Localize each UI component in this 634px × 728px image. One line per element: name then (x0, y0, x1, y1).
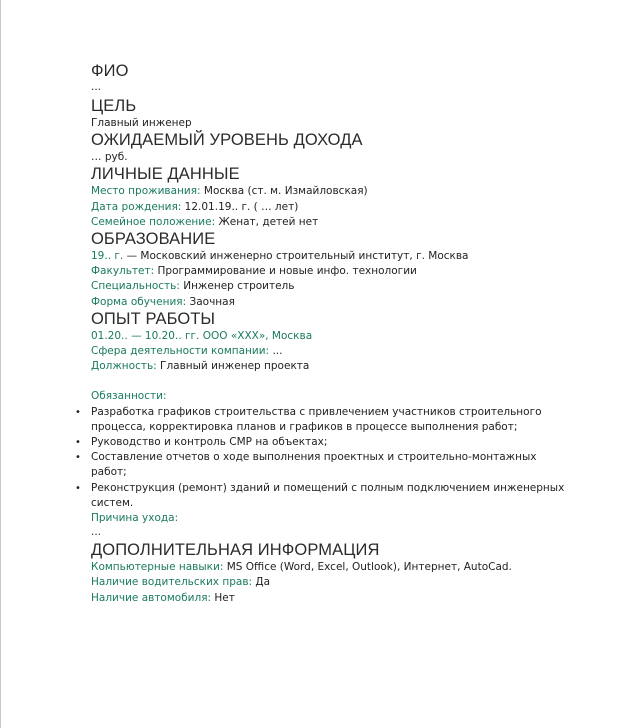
duty-2-line-1: Руководство и контроль СМР на объектах; (91, 436, 328, 449)
car-value: Нет (211, 591, 235, 604)
list-item (75, 450, 611, 480)
specialty-row (91, 279, 611, 294)
residence-row (91, 184, 611, 199)
form-row (91, 295, 611, 310)
family-label: Семейное положение: (91, 215, 216, 228)
duty-1-line-2: процесса, корректировка планов и графиков в процессе выполнения работ; (91, 420, 518, 433)
leave-reason-value: ... (91, 526, 102, 539)
duty-4-line-1: Реконструкция (ремонт) зданий и помещений с полным подключением инженерных (91, 481, 565, 494)
page-left-border (0, 0, 1, 728)
position-row (91, 359, 611, 374)
section-heading-education: ОБРАЗОВАНИЕ (91, 230, 216, 249)
section-heading-goal: ЦЕЛЬ (91, 97, 137, 115)
residence-label: Место проживания: (91, 185, 201, 198)
experience-period: 01.20.. — 10.20.. гг. ООО «XXX», Москва (91, 329, 313, 342)
position-value: Главный инженер проекта (156, 360, 310, 373)
position-label: Должность: (91, 360, 157, 373)
duty-3-line-2: работ; (91, 466, 127, 479)
birth-value: 12.01.19.. г. ( … лет) (181, 200, 299, 213)
duty-1-line-1: Разработка графиков строительства с привлечением участников строительного (91, 405, 542, 418)
sphere-value: ... (269, 345, 283, 358)
residence-value: Москва (ст. м. Измайловская) (200, 185, 368, 198)
leave-reason-label: Причина ухода: (91, 512, 179, 525)
education-period: 19.. г. (91, 250, 124, 263)
goal-value: Главный инженер (91, 117, 192, 129)
duties-label: Обязанности: (91, 390, 167, 403)
specialty-label: Специальность: (91, 280, 180, 293)
faculty-label: Факультет: (91, 265, 155, 278)
bullet-icon: • (75, 406, 81, 418)
sphere-label: Сфера деятельности компании: (91, 345, 270, 358)
section-heading-personal: ЛИЧНЫЕ ДАННЫЕ (91, 165, 240, 184)
education-period-row (91, 249, 611, 264)
section-heading-income: ОЖИДАЕМЫЙ УРОВЕНЬ ДОХОДА (91, 131, 363, 150)
form-value: Заочная (186, 295, 235, 308)
birth-label: Дата рождения: (91, 200, 182, 213)
family-row (91, 215, 611, 230)
car-label: Наличие автомобиля: (91, 591, 212, 604)
license-row (91, 575, 611, 590)
faculty-row (91, 264, 611, 279)
section-heading-additional: ДОПОЛНИТЕЛЬНАЯ ИНФОРМАЦИЯ (91, 541, 380, 560)
section-heading-experience: ОПЫТ РАБОТЫ (91, 309, 216, 328)
fio-value: ... (91, 81, 102, 93)
sphere-row (91, 344, 611, 359)
list-item (75, 435, 611, 450)
form-label: Форма обучения: (91, 295, 187, 308)
list-item (75, 481, 611, 511)
birth-row (91, 200, 611, 215)
duties-list (75, 405, 611, 511)
spacer (91, 374, 611, 389)
duty-4-line-2: систем. (91, 496, 134, 509)
license-value: Да (252, 576, 271, 589)
computer-label: Компьютерные навыки: (91, 561, 224, 574)
bullet-icon: • (75, 437, 81, 449)
section-heading-fio: ФИО (91, 62, 129, 80)
faculty-value: Программирование и новые инфо. технологии (154, 265, 417, 278)
computer-value: MS Office (Word, Excel, Outlook), Интернет, AutoCad. (223, 561, 512, 574)
income-value: … руб. (91, 151, 128, 164)
license-label: Наличие водительских прав: (91, 576, 253, 589)
specialty-value: Инженер строитель (179, 280, 295, 293)
bullet-icon: • (75, 452, 81, 464)
family-value: Женат, детей нет (215, 215, 319, 228)
resume-document (75, 62, 611, 606)
bullet-icon: • (75, 482, 81, 494)
duty-3-line-1: Составление отчетов о ходе выполнения проектных и строительно-монтажных (91, 451, 537, 464)
list-item (75, 405, 611, 435)
computer-row (91, 560, 611, 575)
car-row (91, 591, 611, 606)
education-institution: — Московский инженерно строительный институт, г. Москва (123, 250, 469, 263)
